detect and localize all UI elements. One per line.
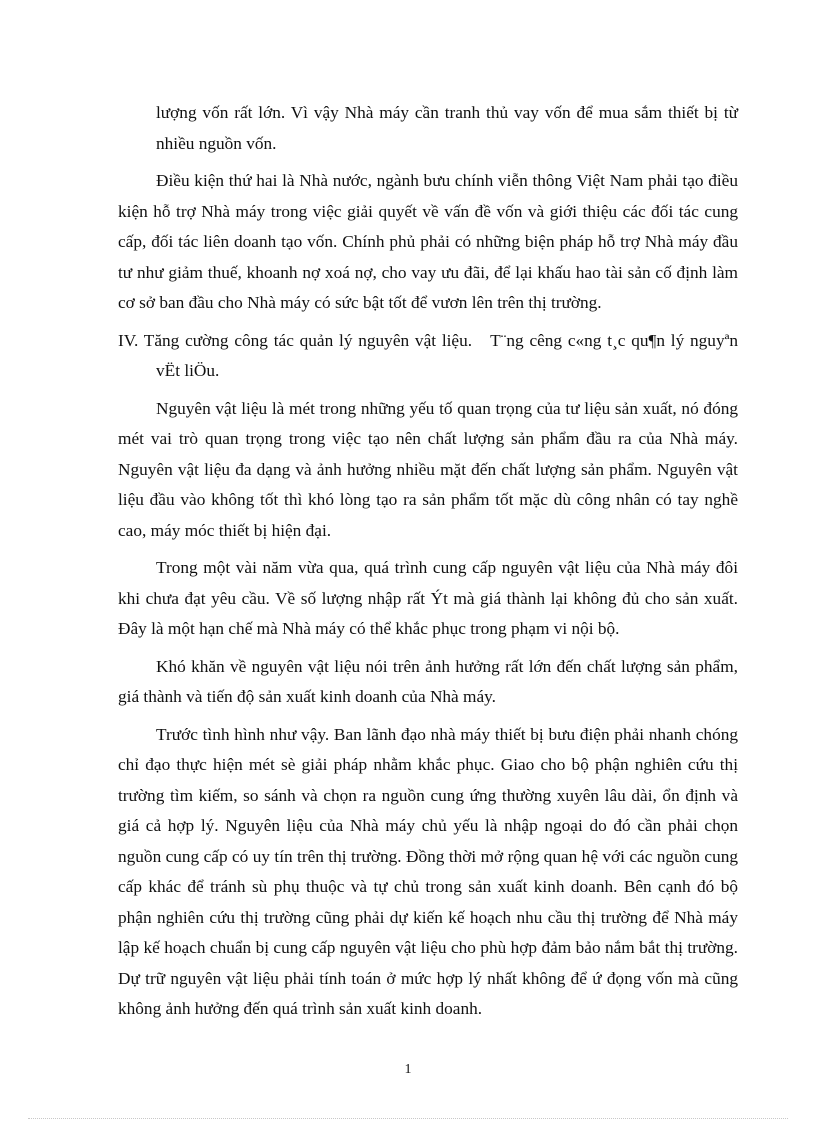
paragraph-materials-role: Nguyên vật liệu là mét trong những yếu tố quan trọng của tư liệu sản xuất, nó đóng mét vai trò quan trọng trong việc tạo nên chất lượng sản phẩm đầu ra của Nhà máy. Nguyên vật liệu đa dạng và ảnh hưởng nhiều mặt đến chất lượng sản phẩm. Nguyên vật liệu đầu vào không tốt thì khó lòng tạo ra sản phẩm tốt mặc dù công nhân có tay nghề cao, máy móc thiết bị hiện đại. bbox=[118, 398, 738, 540]
document-body bbox=[118, 98, 738, 1032]
section-heading bbox=[118, 326, 738, 387]
footer-divider bbox=[28, 1118, 788, 1119]
paragraph-continued: lượng vốn rất lớn. Vì vậy Nhà máy cần tranh thủ vay vốn để mua sắm thiết bị từ nhiều nguồn vốn. bbox=[156, 103, 738, 153]
section-heading-title: IV. Tăng cường công tác quản lý nguyên vật liệu. bbox=[118, 330, 473, 350]
section-heading-garbled: T¨ng cêng c«ng t¸c qu¶n lý nguyªn vËt liÖu. bbox=[156, 330, 738, 380]
paragraph-conditions: Điều kiện thứ hai là Nhà nước, ngành bưu chính viễn thông Việt Nam phải tạo điều kiện hỗ trợ Nhà máy trong việc giải quyết về vấn đề vốn và giới thiệu các đối tác cung cấp, đối tác liên doanh tạo vốn. Chính phủ phải có những biện pháp hỗ trợ Nhà máy đầu tư như giảm thuế, khoanh nợ xoá nợ, cho vay ưu đãi, để lại khấu hao tài sản cố định làm cơ sở ban đầu cho Nhà máy có sức bật tốt để vươn lên trên thị trường. bbox=[118, 171, 738, 312]
paragraph-impact: Khó khăn về nguyên vật liệu nói trên ảnh hưởng rất lớn đến chất lượng sản phẩm, giá thành và tiến độ sản xuất kinh doanh của Nhà máy. bbox=[118, 656, 738, 706]
paragraph-supply-issues: Trong một vài năm vừa qua, quá trình cung cấp nguyên vật liệu của Nhà máy đôi khi chưa đạt yêu cầu. Về số lượng nhập rất Ýt mà giá thành lại không đủ cho sản xuất. Đây là một hạn chế mà Nhà máy có thể khắc phục trong phạm vi nội bộ. bbox=[118, 558, 738, 638]
page-number: 1 bbox=[404, 1062, 412, 1077]
paragraph-solutions: Trước tình hình như vậy. Ban lãnh đạo nhà máy thiết bị bưu điện phải nhanh chóng chỉ đạo thực hiện mét sè giải pháp nhằm khắc phục. Giao cho bộ phận nghiên cứu thị trường tìm kiếm, so sánh và chọn ra nguồn cung ứng thường xuyên lâu dài, ổn định và giá cả hợp lý. Nguyên liệu của Nhà máy chủ yếu là nhập ngoại do đó cần phải chọn nguồn cung cấp có uy tín trên thị trường. Đồng thời mở rộng quan hệ với các nguồn cung cấp khác để tránh sù phụ thuộc và tự chủ trong sản xuất kinh doanh. Bên cạnh đó bộ phận nghiên cứu thị trường cũng phải dự kiến kế hoạch nhu cầu thị trường để Nhà máy lập kế hoạch chuẩn bị cung cấp nguyên vật liệu cho phù hợp đảm bảo nắm bắt thị trường. Dự trữ nguyên vật liệu phải tính toán ở mức hợp lý nhất không để ứ đọng vốn mà cũng không ảnh hưởng đến quá trình sản xuất kinh doanh. bbox=[118, 724, 738, 1018]
